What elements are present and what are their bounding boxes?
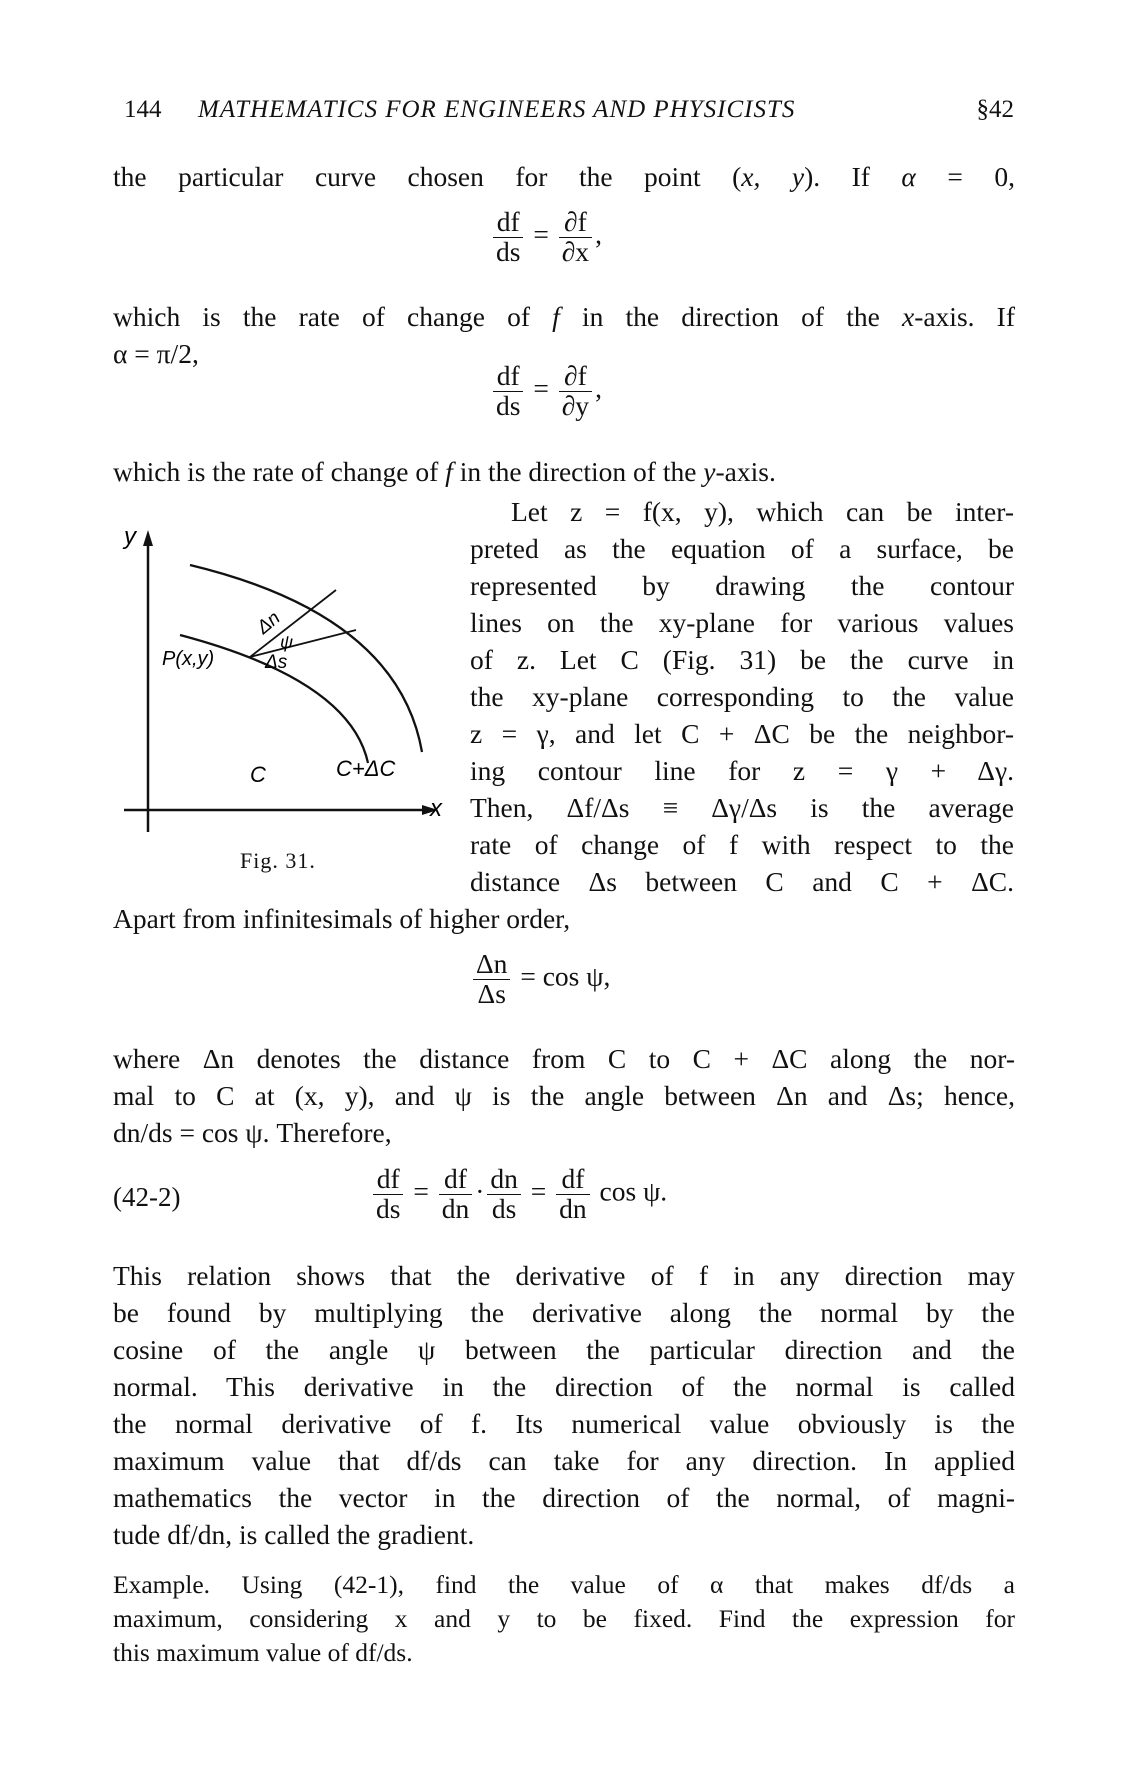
page-number: 144 (124, 96, 162, 123)
text-line: where Δn denotes the distance from C to C + ΔC along the nor- (113, 1043, 1015, 1074)
equation-label: (42-2) (113, 1182, 181, 1212)
example-line: Example. Using (42-1), find the value of α that makes df/ds a (113, 1570, 1015, 1599)
text-line: mathematics the vector in the direction of the normal, of magni- (113, 1482, 1015, 1513)
text-line: dn/ds = cos ψ. Therefore, (113, 1117, 392, 1148)
equation-df-ds-x: $\frac{df}{ds}$ = $\frac{\partial f}{\partial x}$ , (490, 208, 602, 267)
curve-c-plus-delta-c (190, 565, 422, 752)
text-line: which is the rate of change of f in the direction of the x-axis. If (113, 301, 1015, 332)
label-c: C (250, 762, 266, 787)
text-line: the xy-plane corresponding to the value (470, 681, 1014, 712)
text-line: This relation shows that the derivative of f in any direction may (113, 1260, 1015, 1291)
text-line: of z. Let C (Fig. 31) be the curve in (470, 644, 1014, 675)
text-line: rate of change of f with respect to the (470, 829, 1014, 860)
equation-df-ds-y: $\frac{df}{ds}$ = $\frac{\partial f}{\partial y}$ , (490, 362, 602, 421)
text-line: represented by drawing the contour (470, 570, 1014, 601)
text-line: which is the rate of change of f in the direction of the y-axis. (113, 456, 776, 487)
figure-caption: Fig. 31. (240, 848, 316, 873)
text-line: mal to C at (x, y), and ψ is the angle between Δn and Δs; hence, (113, 1080, 1015, 1111)
text-line: Apart from infinitesimals of higher order, (113, 903, 571, 934)
text-line: the particular curve chosen for the point (x, y). If α = 0, (113, 161, 1015, 192)
text-line: Then, Δf/Δs ≡ Δγ/Δs is the average (470, 792, 1014, 823)
label-c-plus-delta-c: C+ΔC (336, 756, 396, 781)
text-line: Let z = f(x, y), which can be inter- (511, 496, 1014, 527)
text-line: tude df/dn, is called the gradient. (113, 1519, 475, 1550)
label-dn: Δn (253, 607, 285, 639)
text-line: maximum value that df/ds can take for any direction. In applied (113, 1445, 1015, 1476)
text-line: cosine of the angle ψ between the particular direction and the (113, 1334, 1015, 1365)
text-line: be found by multiplying the derivative along the normal by the (113, 1297, 1015, 1328)
text-line: the normal derivative of f. Its numerical value obviously is the (113, 1408, 1015, 1439)
section-number: §42 (976, 96, 1014, 123)
text-line: lines on the xy-plane for various values (470, 607, 1014, 638)
y-axis-arrow (143, 530, 153, 546)
text-line: ing contour line for z = γ + Δγ. (470, 755, 1014, 786)
label-x: x (430, 795, 442, 822)
equation-dn-ds: $\frac{\Delta n}{\Delta s}$ = cos ψ, (470, 950, 610, 1009)
text-line: z = γ, and let C + ΔC be the neighbor- (470, 718, 1014, 749)
example-line: maximum, considering x and y to be fixed. Find the expression for (113, 1604, 1015, 1633)
equation-42-2: $\frac{df}{ds}$ = $\frac{df}{dn}$ · $\frac{dn}{ds}$ = $\frac{df}{dn}$ cos ψ. (370, 1165, 667, 1224)
text-line: normal. This derivative in the direction of the normal is called (113, 1371, 1015, 1402)
label-psi: ψ (280, 632, 294, 652)
text-line: α = π/2, (113, 338, 199, 369)
label-ds: Δs (265, 652, 288, 673)
text-line: distance Δs between C and C + ΔC. (470, 866, 1014, 897)
label-p: P(x,y) (162, 648, 215, 670)
text-line: preted as the equation of a surface, be (470, 533, 1014, 564)
label-y: y (124, 523, 136, 550)
running-title: MATHEMATICS FOR ENGINEERS AND PHYSICISTS (198, 96, 796, 123)
example-line: this maximum value of df/ds. (113, 1638, 413, 1667)
figure-31 (110, 520, 450, 850)
